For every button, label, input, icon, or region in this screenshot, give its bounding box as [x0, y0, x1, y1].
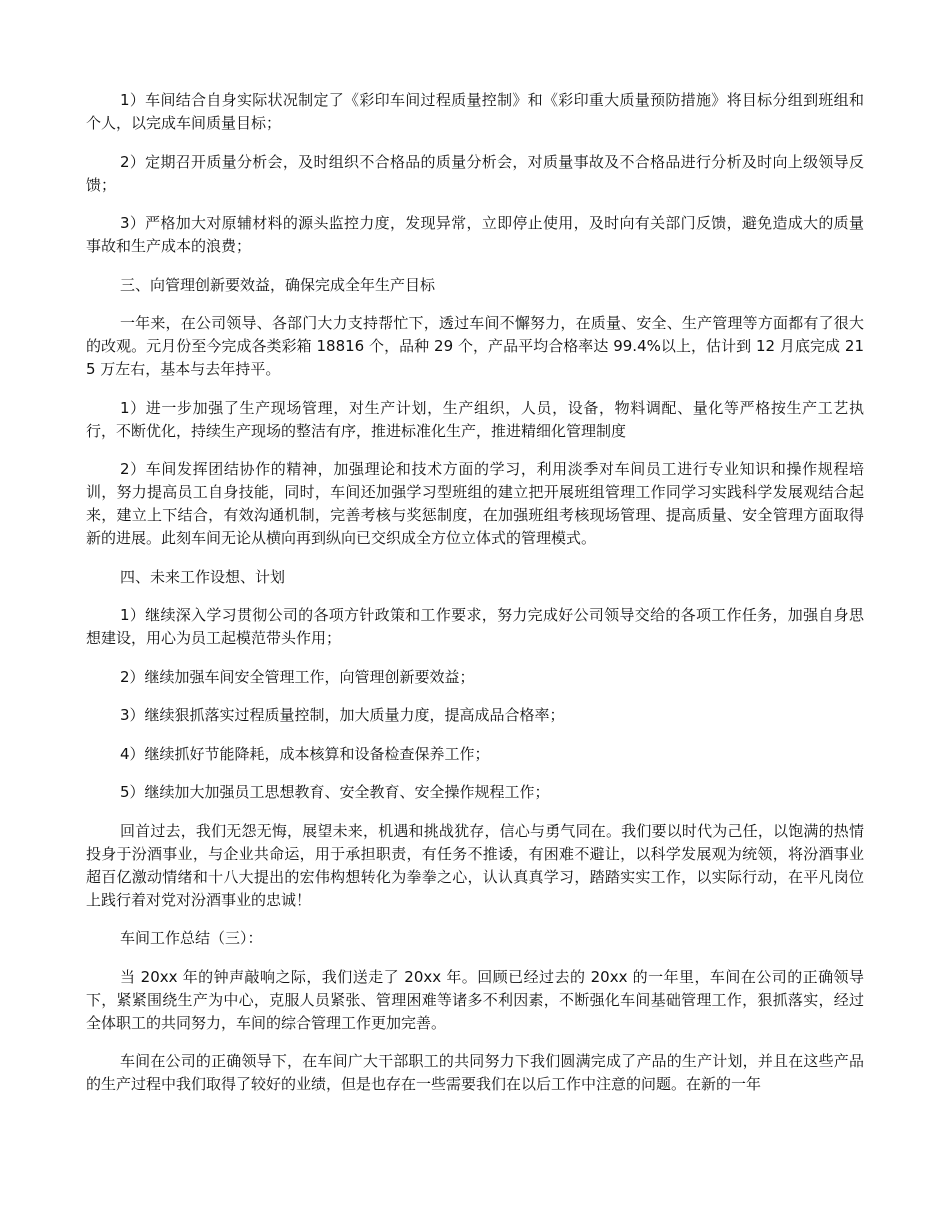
- plan-item-1: 1）继续深入学习贯彻公司的各项方针政策和工作要求，努力完成好公司领导交给的各项工作任务，加强自身思想建设，用心为员工起模范带头作用；: [86, 606, 864, 647]
- plan-item-2: 2）继续加强车间安全管理工作，向管理创新要效益；: [120, 667, 475, 686]
- paragraph-quality-targets: 1）车间结合自身实际状况制定了《彩印车间过程质量控制》和《彩印重大质量预防措施》将目标分组到班组和个人，以完成车间质量目标；: [86, 91, 864, 132]
- plan-item-4: 4）继续抓好节能降耗，成本核算和设备检查保养工作；: [120, 744, 490, 763]
- paragraph-production-plan: 车间在公司的正确领导下，在车间广大干部职工的共同努力下我们圆满完成了产品的生产计划，并且在这些产品的生产过程中我们取得了较好的业绩，但是也存在一些需要我们在以后工作中注意的问题。在新的一年: [86, 1052, 864, 1093]
- paragraph-looking-back: 回首过去，我们无怨无悔，展望未来，机遇和挑战犹存，信心与勇气同在。我们要以时代为己任，以饱满的热情投身于汾酒事业，与企业共命运，用于承担职责，有任务不推诿，有困难不避让，以科学发展观为统领，将汾酒事业超百亿激动情绪和十八大提出的宏伟构想转化为拳拳之心，认认真真学习，踏踏实实工作，以实际行动，在平凡岗位上践行着对党对汾酒事业的忠诚！: [86, 821, 864, 909]
- section-heading-management-innovation: 三、向管理创新要效益，确保完成全年生产目标: [120, 275, 436, 294]
- paragraph-team-collaboration: 2）车间发挥团结协作的精神，加强理论和技术方面的学习，利用淡季对车间员工进行专业知识和操作规程培训，努力提高员工自身技能，同时，车间还加强学习型班组的建立把开展班组管理工作同学习实践科学发展观结合起来，建立上下结合，有效沟通机制，完善考核与奖惩制度，在加强班组考核现场管理、提高质量、安全管理方面取得新的进展。此刻车间无论从横向再到纵向已交织成全方位立体式的管理模式。: [86, 460, 864, 547]
- paragraph-year-summary: 一年来，在公司领导、各部门大力支持帮忙下，透过车间不懈努力，在质量、安全、生产管理等方面都有了很大的改观。元月份至今完成各类彩箱 18816 个，品种 29 个，产品平均合格率达 99.4%以上，估计到 12 月底完成 215 万左右，基本与去年持平。: [86, 314, 864, 378]
- section-heading-future-plans: 四、未来工作设想、计划: [120, 567, 286, 586]
- plan-item-5: 5）继续加大加强员工思想教育、安全教育、安全操作规程工作；: [120, 783, 550, 801]
- paragraph-site-management: 1）进一步加强了生产现场管理，对生产计划，生产组织，人员，设备，物料调配、量化等严格按生产工艺执行，不断优化，持续生产现场的整洁有序，推进标准化生产，推进精细化管理制度: [86, 398, 864, 440]
- section-heading-summary-three: 车间工作总结（三）：: [120, 929, 263, 947]
- paragraph-material-monitoring: 3）严格加大对原辅材料的源头监控力度，发现异常，立即停止使用，及时向有关部门反馈，避免造成大的质量事故和生产成本的浪费；: [86, 214, 864, 255]
- plan-item-3: 3）继续狠抓落实过程质量控制，加大质量力度，提高成品合格率；: [120, 706, 565, 724]
- paragraph-quality-meetings: 2）定期召开质量分析会，及时组织不合格品的质量分析会，对质量事故及不合格品进行分析及时向上级领导反馈；: [86, 152, 864, 194]
- paragraph-new-year: 当 20xx 年的钟声敲响之际，我们送走了 20xx 年。回顾已经过去的 20xx 的一年里，车间在公司的正确领导下，紧紧围绕生产为中心，克服人员紧张、管理困难等诸多不利因素，不断强化车间基础管理工作，狠抓落实，经过全体职工的共同努力，车间的综合管理工作更加完善。: [86, 967, 864, 1032]
